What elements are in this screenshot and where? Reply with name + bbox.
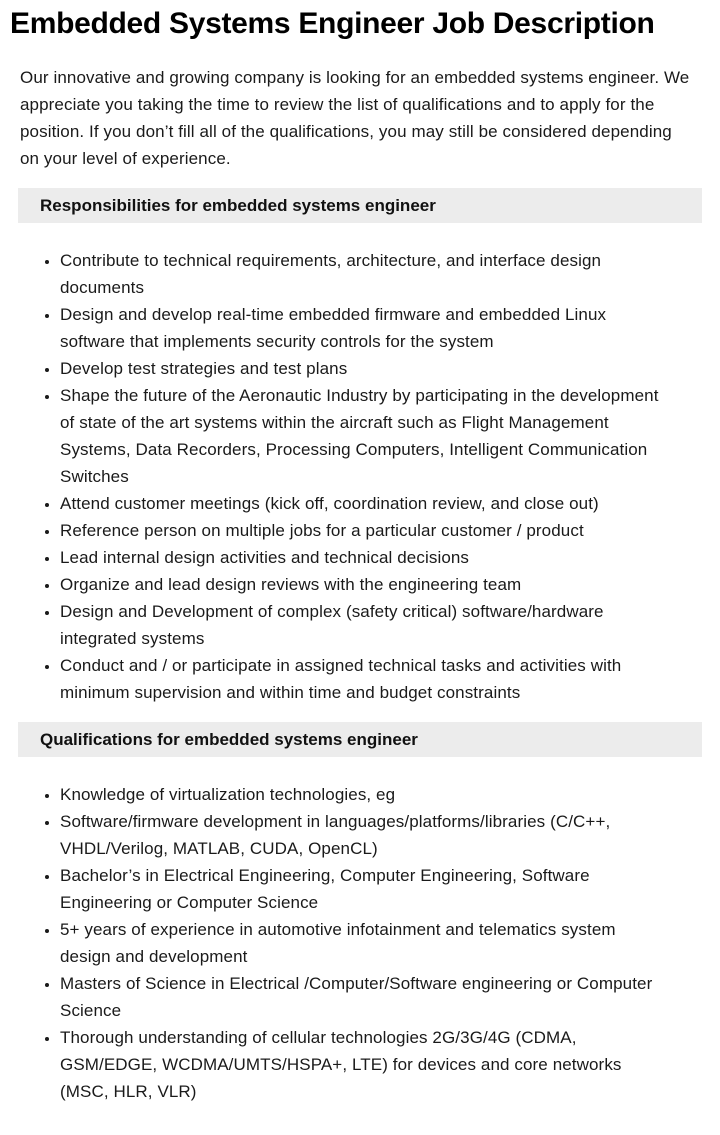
list-item: • Develop test strategies and test plans xyxy=(60,355,664,382)
list-item: • Shape the future of the Aeronautic Industry by participating in the development of state of the art systems within the aircraft such as Flight Management Systems, Data Recorders, Processing Computers, Intelligent Communication Switches xyxy=(60,382,664,490)
list-item: • Lead internal design activities and technical decisions xyxy=(60,544,664,571)
list-item: • Bachelor’s in Electrical Engineering, Computer Engineering, Software Engineering or Computer Science xyxy=(60,862,664,916)
list-item: • Contribute to technical requirements, architecture, and interface design documents xyxy=(60,247,664,301)
intro-paragraph: Our innovative and growing company is looking for an embedded systems engineer. We appreciate you taking the time to review the list of qualifications and to apply for the position. If you don’t fill all of the qualifications, you may still be considered depending on your level of experience. xyxy=(20,68,690,168)
page-title: Embedded Systems Engineer Job Description xyxy=(10,7,655,40)
list-item: • Design and Development of complex (safety critical) software/hardware integrated systems xyxy=(60,598,664,652)
list-item: • Organize and lead design reviews with the engineering team xyxy=(60,571,664,598)
list-item: • Masters of Science in Electrical /Computer/Software engineering or Computer Science xyxy=(60,970,664,1024)
list-item: • Conduct and / or participate in assigned technical tasks and activities with minimum supervision and within time and budget constraints xyxy=(60,652,664,706)
section-header-responsibilities: Responsibilities for embedded systems engineer xyxy=(18,188,702,223)
list-item: • Software/firmware development in languages/platforms/libraries (C/C++, VHDL/Verilog, MATLAB, CUDA, OpenCL) xyxy=(60,808,664,862)
list-item: • Knowledge of virtualization technologies, eg xyxy=(60,781,664,808)
list-item: • Reference person on multiple jobs for a particular customer / product xyxy=(60,517,664,544)
list-item: • 5+ years of experience in automotive infotainment and telematics system design and development xyxy=(60,916,664,970)
list-item: • Design and develop real-time embedded firmware and embedded Linux software that implements security controls for the system xyxy=(60,301,664,355)
qualifications-list xyxy=(0,781,720,1105)
list-item: • Thorough understanding of cellular technologies 2G/3G/4G (CDMA, GSM/EDGE, WCDMA/UMTS/HSPA+, LTE) for devices and core networks (MSC, HLR, VLR) xyxy=(60,1024,664,1105)
responsibilities-list xyxy=(0,247,720,706)
list-item: • Attend customer meetings (kick off, coordination review, and close out) xyxy=(60,490,664,517)
section-header-qualifications: Qualifications for embedded systems engineer xyxy=(18,722,702,757)
